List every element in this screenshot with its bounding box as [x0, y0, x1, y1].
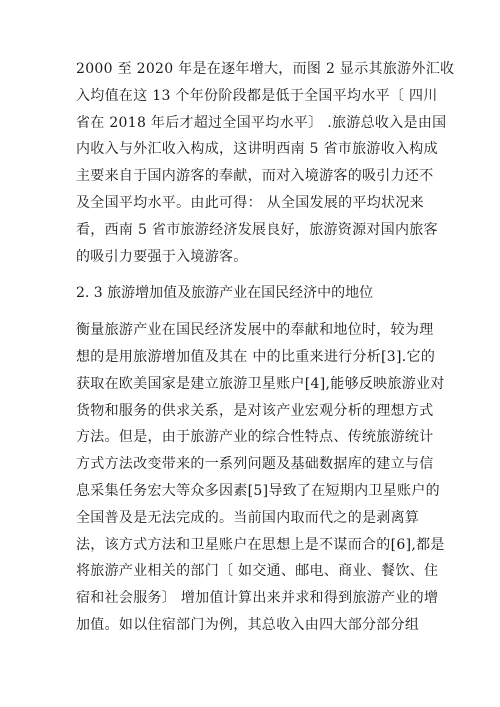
text-line: 法，该方式方法和卫星账户在思想上是不谋而合的[6],都是	[76, 536, 445, 553]
text-line: 及全国平均水平。由此可得： 从全国发展的平均状况来	[76, 194, 424, 211]
text-line: 2000 至 2020 年是在逐年增大，而图 2 显示其旅游外汇收	[76, 61, 455, 77]
text-line: 想的是用旅游增加值及其在 中的比重来进行分析[3].它的	[76, 348, 436, 365]
text-line: 宿和社会服务〕 增加值计算出来并求和得到旅游产业的增	[76, 590, 439, 607]
text-line: 息采集任务宏大等众多因素[5]导致了在短期内卫星账户的	[76, 482, 440, 499]
text-line: 方式方法改变带来的一系列问题及基础数据库的建立与信	[76, 456, 434, 473]
text-line: 衡量旅游产业在国民经济发展中的奉献和地位时，较为理	[76, 322, 434, 339]
text-line: 将旅游产业相关的部门〔 如交通、邮电、商业、餐饮、住	[76, 563, 439, 580]
text-line: 省在 2018 年后才超过全国平均水平〕 .旅游总收入是由国	[76, 114, 447, 131]
text-line: 内收入与外汇收入构成，这讲明西南 5 省市旅游收入构成	[76, 141, 438, 158]
text-line: 获取在欧美国家是建立旅游卫星账户[4],能够反映旅游业对	[76, 375, 445, 392]
text-line: 看，西南 5 省市旅游经济发展良好，旅游资源对国内旅客	[76, 221, 438, 238]
text-line: 主要来自于国内游客的奉献，而对入境游客的吸引力还不	[76, 168, 434, 185]
document-page	[76, 56, 455, 639]
text-line: 的吸引力要强于入境游客。	[76, 248, 248, 265]
section-heading: 2. 3 旅游增加值及旅游产业在国民经济中的地位	[76, 285, 374, 302]
text-line: 入均值在这 13 个年份阶段都是低于全国平均水平〔 四川	[76, 87, 438, 104]
text-line: 加值。如以住宿部门为例，其总收入由四大部分部分组	[76, 616, 420, 633]
paragraph-tourism-income	[76, 56, 455, 270]
paragraph-tourism-value-added	[76, 317, 445, 639]
text-line: 方法。但是，由于旅游产业的综合性特点、传统旅游统计	[76, 429, 434, 446]
text-line: 全国普及是无法完成的。当前国内取而代之的是剥离算	[76, 509, 420, 526]
text-line: 货物和服务的供求关系，是对该产业宏观分析的理想方式	[76, 402, 434, 419]
